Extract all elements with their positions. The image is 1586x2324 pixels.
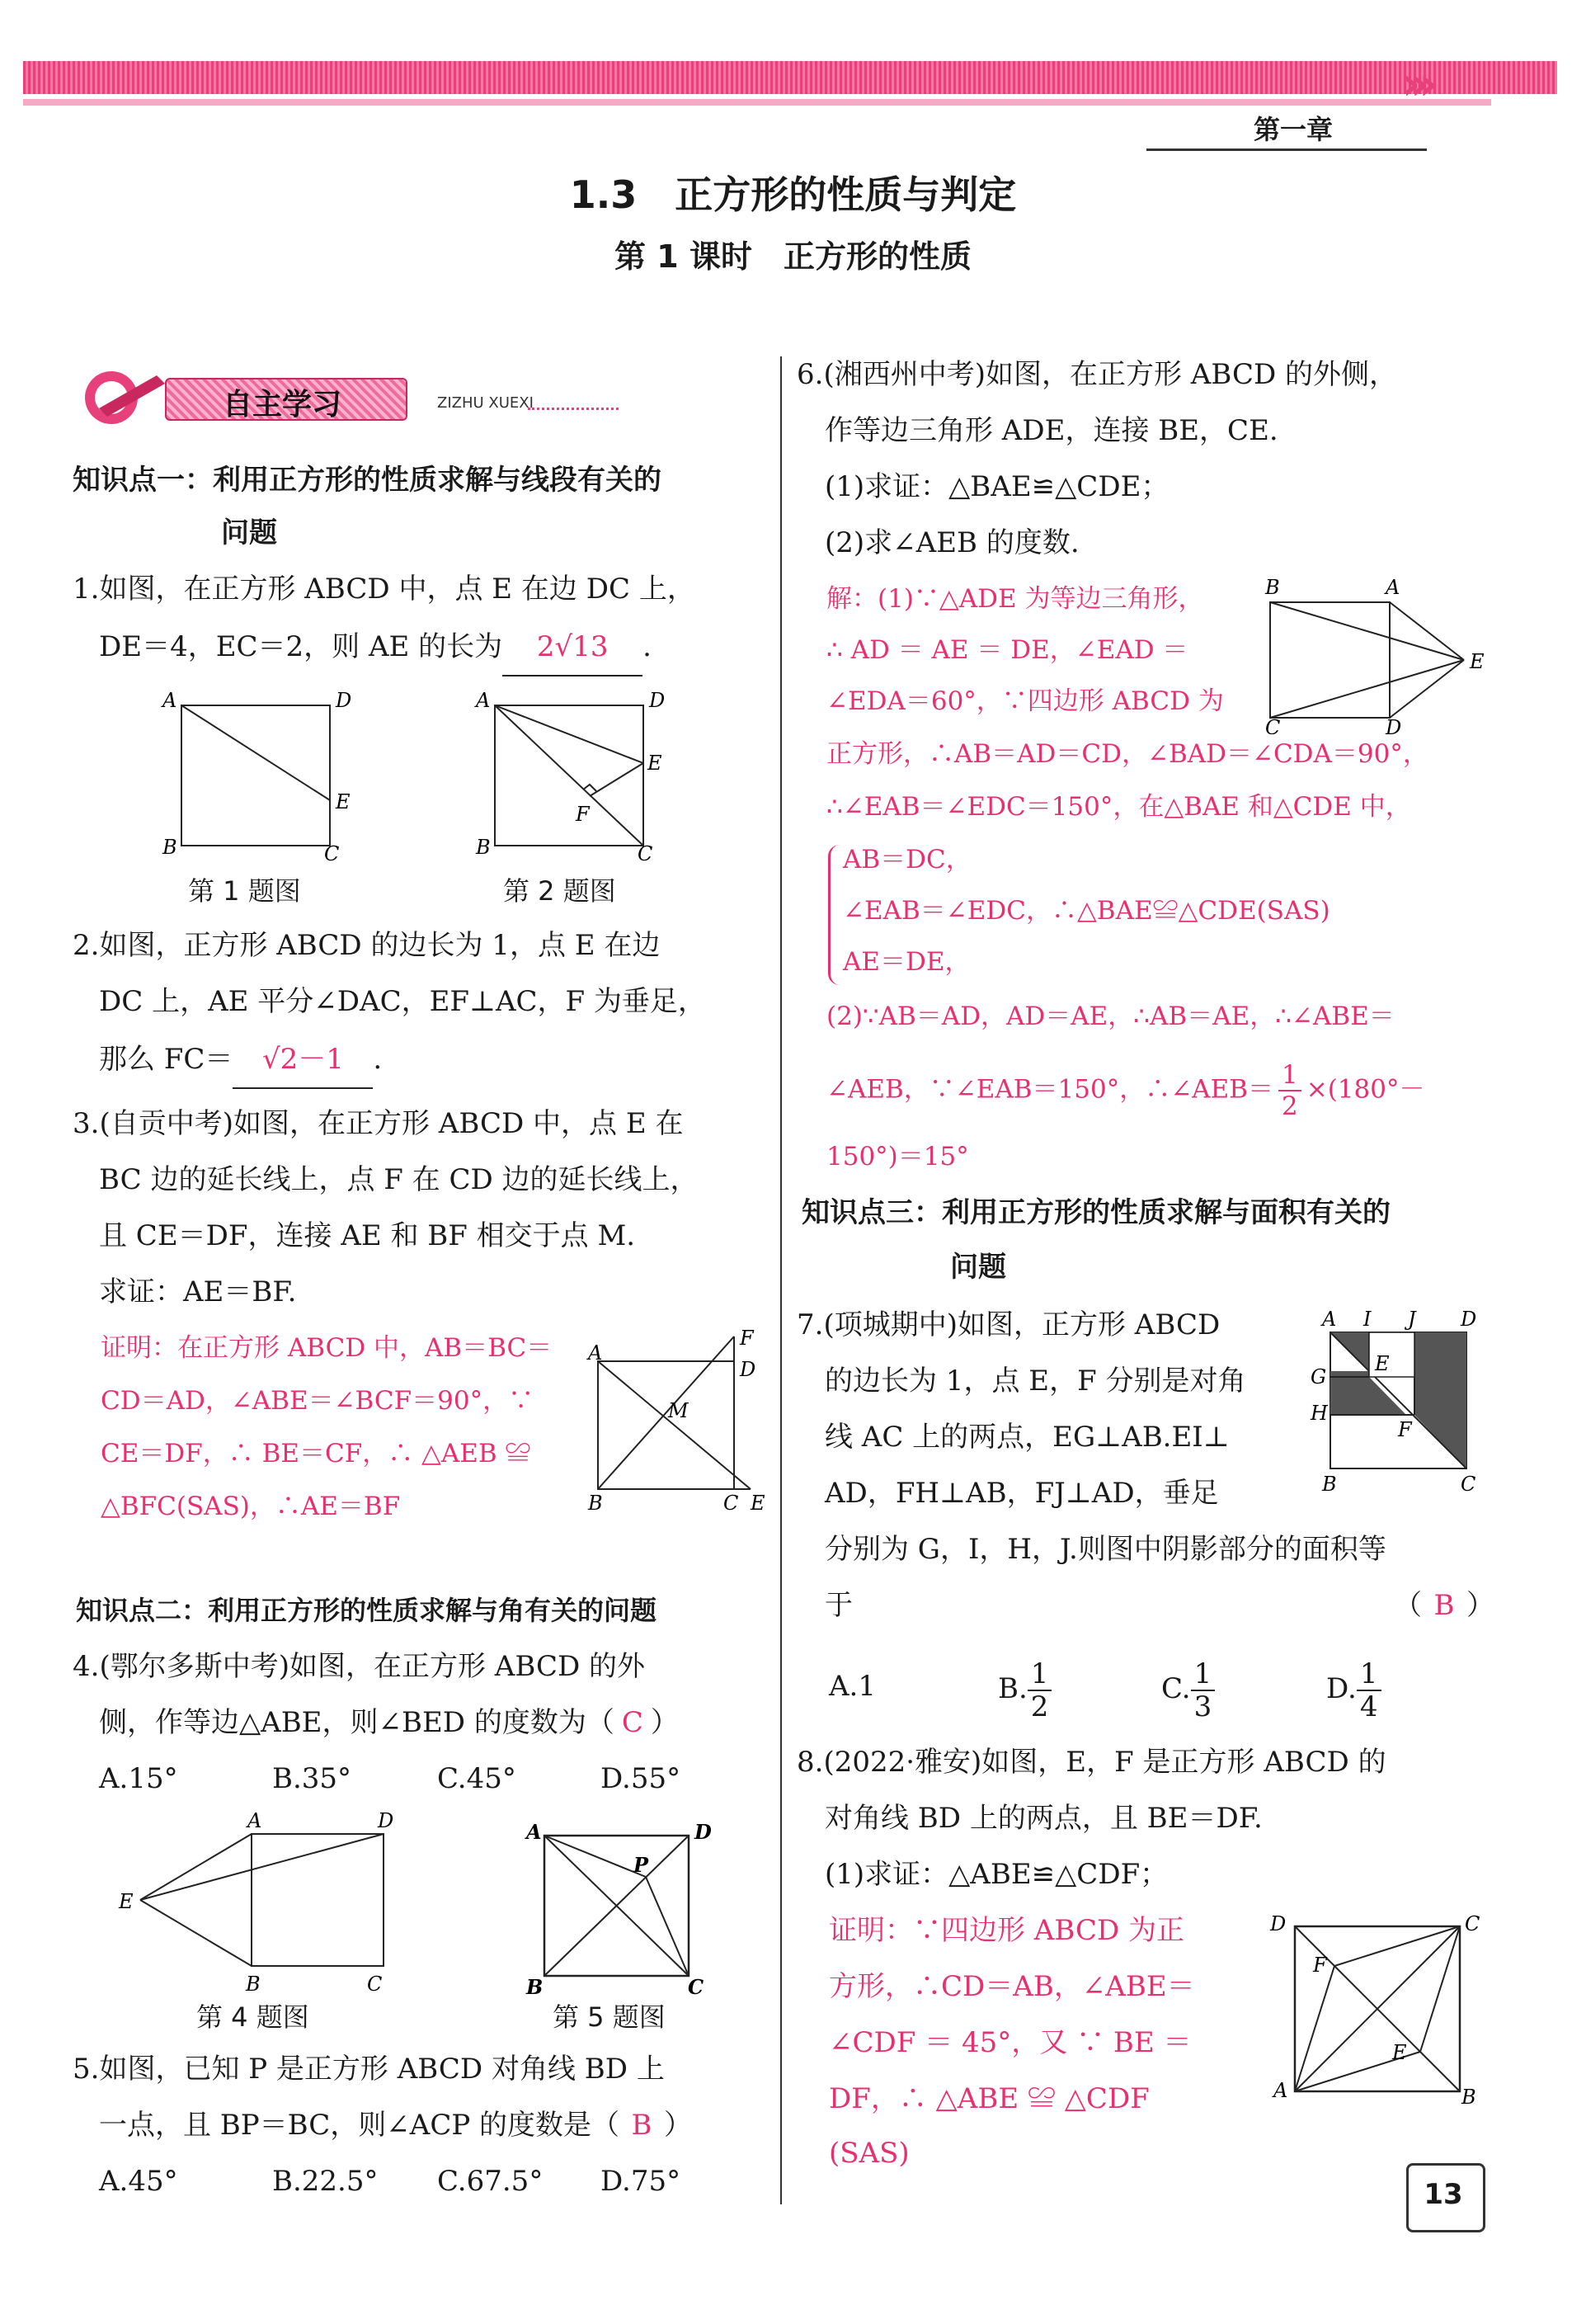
q5-option-a: A.45° — [99, 2165, 178, 2198]
fig5-label-a: A — [526, 1820, 542, 1844]
fig8-label-b: B — [1461, 2086, 1476, 2109]
q6-sol-7: ∠AEB，∵∠EAB＝150°，∴∠AEB＝ $\frac{1}{2}$ ×(180°－ — [826, 1060, 1425, 1121]
fig2-label-b: B — [476, 836, 491, 859]
q6-text-3: (1)求证：△BAE≌△CDE； — [825, 470, 1169, 503]
fig7-label-h: H — [1311, 1402, 1328, 1425]
fig4-label-d: D — [378, 1811, 394, 1832]
q4-option-c: C.45° — [437, 1762, 516, 1795]
q6-brace — [828, 845, 842, 985]
q4-option-a: A.15° — [99, 1762, 178, 1795]
q7-option-d: D. $\frac{1}{4}$ — [1326, 1658, 1381, 1723]
figure-1 — [161, 689, 359, 866]
figure-8 — [1254, 1906, 1493, 2112]
fig1-caption: 第 1 题图 — [188, 875, 301, 907]
fig4-label-c: C — [367, 1973, 383, 1996]
fig5-caption: 第 5 题图 — [553, 2001, 666, 2033]
figure-5 — [511, 1811, 726, 2001]
fig7-label-e: E — [1375, 1352, 1390, 1375]
q3-text-2: BC 边的延长线上，点 F 在 CD 边的延长线上， — [99, 1163, 699, 1196]
q7-option-a: A.1 — [829, 1670, 876, 1703]
q8-sol-4: DF，∴ △ABE ≌ △CDF — [829, 2082, 1150, 2115]
fig7-label-c: C — [1461, 1473, 1476, 1496]
q7-text-4: AD，FH⊥AB，FJ⊥AD，垂足 — [825, 1477, 1219, 1510]
kp2-heading: 知识点二：利用正方形的性质求解与角有关的问题 — [76, 1595, 657, 1626]
q8-sol-5: (SAS) — [829, 2137, 910, 2170]
fig6-label-e: E — [1470, 650, 1485, 673]
fig7-label-b: B — [1322, 1473, 1337, 1496]
fig3-label-d: D — [740, 1358, 756, 1381]
fig8-label-e: E — [1392, 2041, 1407, 2064]
figure-3 — [581, 1320, 771, 1518]
chevron-right-icon: ››› — [1402, 58, 1428, 110]
q6-sol-8: 150°)＝15° — [826, 1142, 969, 1171]
lesson-subtitle: 第 1 课时 正方形的性质 — [614, 238, 972, 275]
q7-text-6: 于 — [825, 1589, 853, 1622]
q6-sol-6: (2)∵AB＝AD，AD＝AE，∴AB＝AE，∴∠ABE＝ — [826, 1002, 1395, 1031]
q7-text-5: 分别为 G，I，H，J.则图中阴影部分的面积等 — [825, 1533, 1386, 1566]
q6-sol-1: 解：(1)∵△ADE 为等边三角形， — [826, 584, 1204, 614]
fig8-label-c: C — [1465, 1912, 1480, 1935]
figure-6 — [1254, 569, 1493, 734]
column-divider — [780, 356, 782, 2204]
fig3-label-e: E — [751, 1492, 765, 1515]
fig2-label-a: A — [476, 689, 491, 712]
fig7-label-f: F — [1398, 1418, 1412, 1441]
fig1-label-b: B — [162, 836, 177, 859]
q7-text-3: 线 AC 上的两点，EG⊥AB.EI⊥ — [825, 1421, 1230, 1454]
fig7-label-a: A — [1322, 1308, 1337, 1331]
q7-answer: B — [1433, 1589, 1455, 1622]
q5-text-2: 一点，且 BP＝BC，则∠ACP 的度数是（ B ） — [99, 2097, 692, 2153]
banner-subtitle: ZIZHU XUEXI — [437, 394, 534, 412]
q5-option-c: C.67.5° — [437, 2165, 544, 2198]
q6-sol-b3: AE＝DE， — [843, 947, 971, 977]
q3-solution-2: CD＝AD，∠ABE＝∠BCF＝90°，∵ — [101, 1386, 534, 1416]
fig6-label-d: D — [1386, 716, 1402, 734]
fig8-label-d: D — [1270, 1912, 1287, 1935]
q5-option-b: B.22.5° — [272, 2165, 379, 2198]
fig7-label-i: I — [1363, 1308, 1372, 1331]
figure-7 — [1307, 1308, 1489, 1497]
q1-answer: 2√13 — [502, 619, 642, 676]
fig4-label-e: E — [119, 1890, 134, 1913]
fig1-label-a: A — [162, 689, 177, 712]
q2-answer: √2－1 — [233, 1031, 373, 1089]
q8-text: 8.(2022·雅安)如图，E，F 是正方形 ABCD 的 — [797, 1746, 1386, 1779]
fig2-label-d: D — [649, 689, 666, 712]
banner-dots — [528, 408, 619, 410]
fig2-caption: 第 2 题图 — [503, 875, 616, 907]
kp3-heading-2: 问题 — [950, 1251, 1006, 1284]
q8-sol-3: ∠CDF ＝ 45°，又 ∵ BE ＝ — [829, 2026, 1192, 2059]
fig3-label-c: C — [723, 1492, 739, 1515]
figure-4 — [115, 1811, 412, 2001]
fig2-label-f: F — [576, 803, 590, 826]
fig1-label-e: E — [336, 790, 351, 813]
fig4-label-a: A — [247, 1811, 262, 1832]
q3-solution-4: △BFC(SAS)，∴AE＝BF — [101, 1492, 401, 1521]
fig5-label-d: D — [694, 1820, 712, 1844]
q3-solution-3: CE＝DF，∴ BE＝CF，∴ △AEB ≌ — [101, 1439, 531, 1468]
q2-text-3: 那么 FC＝ √2－1 . — [99, 1031, 382, 1089]
fig6-label-b: B — [1265, 576, 1280, 599]
q2-text: 2.如图，正方形 ABCD 的边长为 1，点 E 在边 — [73, 929, 661, 962]
q3-solution-1: 证明：在正方形 ABCD 中，AB＝BC＝ — [101, 1333, 553, 1363]
q7-text-2: 的边长为 1，点 E，F 分别是对角 — [825, 1365, 1246, 1398]
q3-text-4: 求证：AE＝BF. — [99, 1275, 297, 1308]
kp1-heading-2: 问题 — [221, 516, 277, 549]
fig3-label-a: A — [588, 1341, 603, 1365]
q5-option-d: D.75° — [600, 2165, 681, 2198]
q4-answer: C — [621, 1706, 643, 1739]
fig5-label-p: P — [633, 1853, 649, 1877]
q8-sol-2: 方形，∴CD＝AB，∠ABE＝ — [829, 1970, 1195, 2003]
q5-text: 5.如图，已知 P 是正方形 ABCD 对角线 BD 上 — [73, 2053, 665, 2086]
fig7-label-j: J — [1408, 1308, 1416, 1331]
header-underline — [23, 99, 1491, 106]
q6-text-2: 作等边三角形 ADE，连接 BE，CE. — [825, 414, 1278, 447]
kp1-heading: 知识点一：利用正方形的性质求解与线段有关的 — [73, 464, 661, 497]
fig6-label-a: A — [1386, 576, 1400, 599]
q6-sol-4: 正方形，∴AB＝AD＝CD，∠BAD＝∠CDA＝90°， — [826, 739, 1428, 769]
q6-text-4: (2)求∠AEB 的度数. — [825, 526, 1080, 559]
fig7-label-g: G — [1311, 1365, 1327, 1388]
q6-sol-5: ∴∠EAB＝∠EDC＝150°，在△BAE 和△CDE 中， — [826, 792, 1411, 822]
q7-option-b: B. $\frac{1}{2}$ — [998, 1658, 1052, 1723]
banner-title: 自主学习 — [223, 388, 342, 422]
q8-text-3: (1)求证：△ABE≌△CDF； — [825, 1858, 1169, 1891]
fig2-label-c: C — [638, 842, 653, 865]
q8-sol-1: 证明：∵四边形 ABCD 为正 — [829, 1914, 1185, 1947]
q7-text: 7.(项城期中)如图，正方形 ABCD — [797, 1308, 1221, 1341]
fig5-label-b: B — [526, 1975, 544, 1999]
fig3-label-f: F — [740, 1327, 754, 1350]
q2-text-2: DC 上，AE 平分∠DAC，EF⊥AC，F 为垂足， — [99, 985, 706, 1018]
figure-2 — [474, 689, 672, 866]
q5-answer: B — [631, 2109, 652, 2142]
fig2-label-e: E — [647, 752, 662, 775]
section-title: 1.3 正方形的性质与判定 — [569, 172, 1017, 217]
q7-answer-bracket: （ B ） — [1394, 1577, 1494, 1633]
fig3-label-b: B — [588, 1492, 603, 1515]
q7-option-c: C. $\frac{1}{3}$ — [1161, 1658, 1215, 1723]
fig3-label-m: M — [668, 1399, 689, 1422]
q4-text-2: 侧，作等边△ABE，则∠BED 的度数为（ C ） — [99, 1695, 679, 1751]
q6-sol-b1: AB＝DC， — [843, 845, 972, 874]
chapter-label: 第一章 — [1254, 114, 1334, 145]
q3-text: 3.(自贡中考)如图，在正方形 ABCD 中，点 E 在 — [73, 1107, 684, 1140]
kp3-heading: 知识点三：利用正方形的性质求解与面积有关的 — [802, 1196, 1391, 1229]
q4-option-b: B.35° — [272, 1762, 352, 1795]
q1-text: 1.如图，在正方形 ABCD 中，点 E 在边 DC 上， — [73, 573, 695, 606]
fig8-label-f: F — [1313, 1954, 1327, 1977]
fig5-label-c: C — [688, 1975, 704, 1999]
fig7-label-d: D — [1461, 1308, 1477, 1331]
fig1-label-d: D — [336, 689, 352, 712]
q6-text: 6.(湘西州中考)如图，在正方形 ABCD 的外侧， — [797, 358, 1398, 391]
page-number: 13 — [1424, 2178, 1463, 2211]
q6-sol-3: ∠EDA＝60°，∵四边形 ABCD 为 — [826, 686, 1224, 716]
fig4-caption: 第 4 题图 — [196, 2001, 309, 2033]
fig4-label-b: B — [246, 1973, 261, 1996]
q8-text-2: 对角线 BD 上的两点，且 BE＝DF. — [825, 1802, 1263, 1835]
fig1-label-c: C — [324, 842, 340, 865]
q4-option-d: D.55° — [600, 1762, 681, 1795]
q3-text-3: 且 CE＝DF，连接 AE 和 BF 相交于点 M. — [99, 1219, 636, 1252]
q6-sol-b2: ∠EAB＝∠EDC，∴△BAE≌△CDE(SAS) — [843, 896, 1330, 926]
q6-sol-2: ∴ AD ＝ AE ＝ DE，∠EAD ＝ — [826, 635, 1188, 665]
q1-text-2: DE＝4，EC＝2，则 AE 的长为 2√13 . — [99, 619, 652, 676]
header-bar — [23, 61, 1557, 94]
q4-text: 4.(鄂尔多斯中考)如图，在正方形 ABCD 的外 — [73, 1650, 646, 1683]
fig6-label-c: C — [1265, 716, 1281, 734]
fig8-label-a: A — [1273, 2079, 1288, 2102]
